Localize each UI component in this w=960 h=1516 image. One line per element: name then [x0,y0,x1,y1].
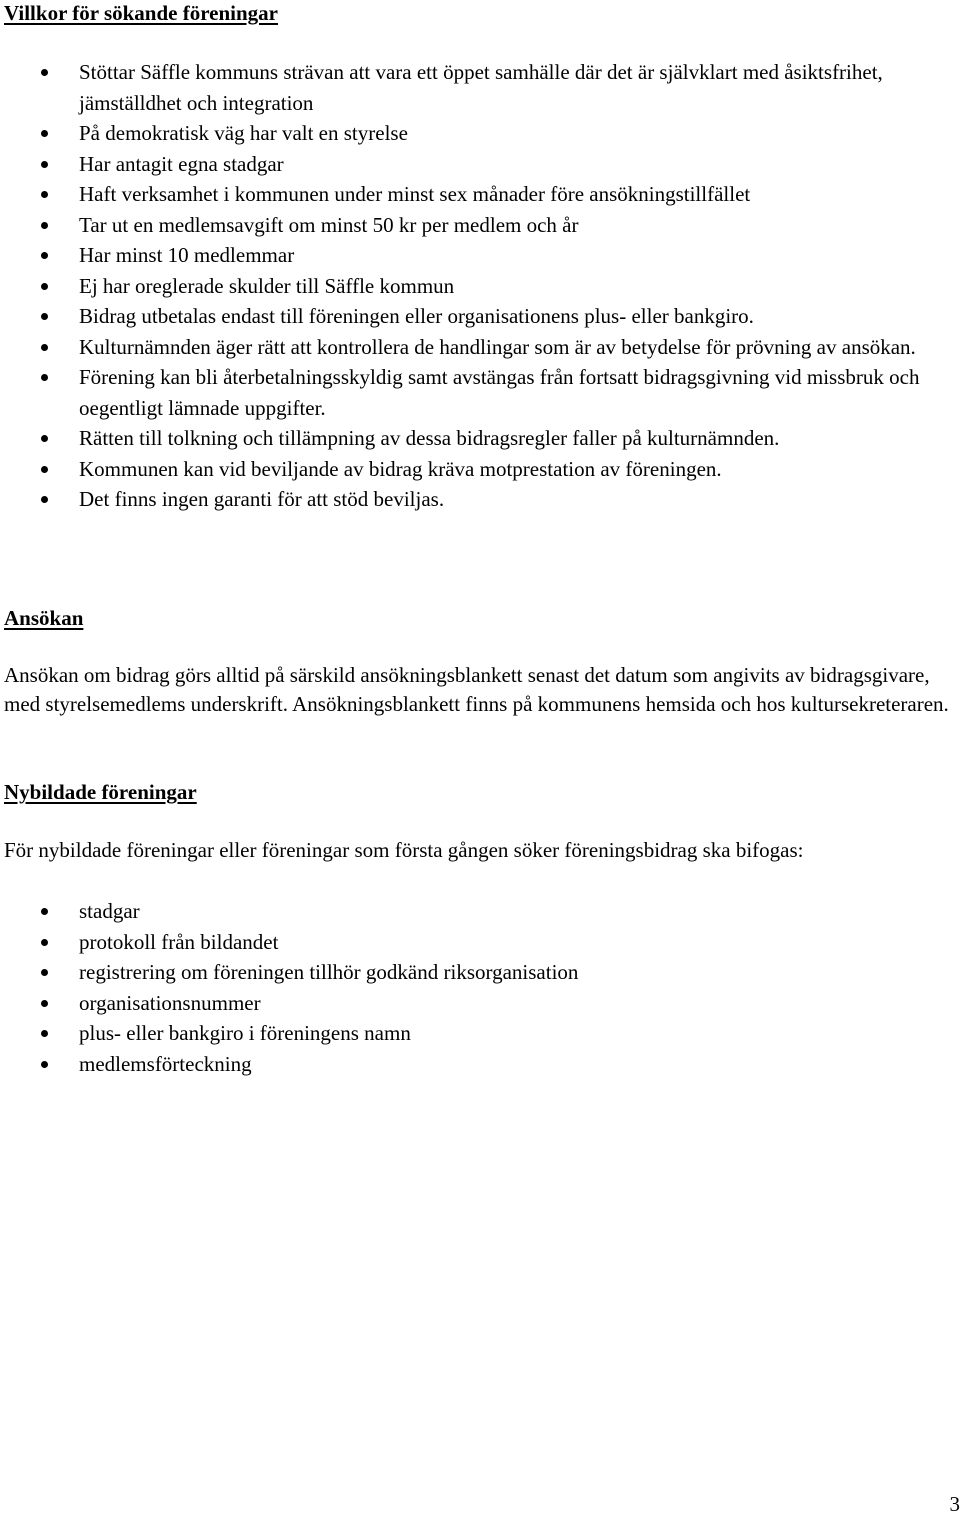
list-item-text: Ej har oreglerade skulder till Säffle kommun [79,274,454,298]
bullet-icon [41,374,48,381]
page-number: 3 [950,1492,960,1516]
bullet-icon [41,435,48,442]
bullet-icon [41,69,48,76]
bullet-icon [41,130,48,137]
list-item-text: organisationsnummer [79,991,261,1015]
list-item-text: Har minst 10 medlemmar [79,243,294,267]
list-item-text: plus- eller bankgiro i föreningens namn [79,1021,411,1045]
list-item [0,149,960,180]
list-item-text: Stöttar Säffle kommuns strävan att vara ett öppet samhälle där det är självklart med åsiktsfrihet, jämställdhet och integration [79,60,883,115]
section-heading-villkor: Villkor för sökande föreningar [4,0,278,28]
list-item [0,423,960,454]
list-item [0,957,960,988]
list-item [0,1018,960,1049]
list-item-text: registrering om föreningen tillhör godkänd riksorganisation [79,960,578,984]
section-heading-nybildade: Nybildade föreningar [4,777,197,807]
bullet-icon [41,1000,48,1007]
list-item [0,179,960,210]
list-item-text: Kulturnämnden äger rätt att kontrollera de handlingar som är av betydelse för prövning av ansökan. [79,335,916,359]
list-item [0,484,960,515]
bullet-icon [41,969,48,976]
bullet-icon [41,1061,48,1068]
bullet-icon [41,161,48,168]
bullet-icon [41,908,48,915]
bullet-icon [41,283,48,290]
list-item [0,454,960,485]
list-item [0,57,960,118]
list-item-text: Har antagit egna stadgar [79,152,284,176]
list-item-text: Haft verksamhet i kommunen under minst sex månader före ansökningstillfället [79,182,750,206]
list-item-text: Bidrag utbetalas endast till föreningen eller organisationens plus- eller bankgiro. [79,304,754,328]
bullet-icon [41,466,48,473]
list-item-text: På demokratisk väg har valt en styrelse [79,121,408,145]
bullet-icon [41,939,48,946]
list-item [0,1049,960,1080]
bifogas-list [0,896,960,1079]
bullet-icon [41,496,48,503]
list-item [0,271,960,302]
list-item-text: Rätten till tolkning och tillämpning av dessa bidragsregler faller på kulturnämnden. [79,426,779,450]
list-item [0,927,960,958]
list-item-text: Kommunen kan vid beviljande av bidrag kräva motprestation av föreningen. [79,457,722,481]
bullet-icon [41,222,48,229]
list-item [0,210,960,241]
bullet-icon [41,252,48,259]
bullet-icon [41,191,48,198]
list-item [0,896,960,927]
list-item-text: Tar ut en medlemsavgift om minst 50 kr per medlem och år [79,213,578,237]
bullet-icon [41,1030,48,1037]
bullet-icon [41,344,48,351]
section-heading-ansokan: Ansökan [4,603,83,633]
list-item-text: medlemsförteckning [79,1052,252,1076]
bullet-icon [41,313,48,320]
list-item [0,362,960,423]
list-item [0,332,960,363]
nybildade-paragraph: För nybildade föreningar eller föreningar som första gången söker föreningsbidrag ska bifogas: [4,836,956,865]
list-item [0,118,960,149]
list-item-text: Det finns ingen garanti för att stöd beviljas. [79,487,444,511]
list-item-text: protokoll från bildandet [79,930,278,954]
list-item [0,240,960,271]
list-item [0,301,960,332]
list-item-text: stadgar [79,899,140,923]
list-item-text: Förening kan bli återbetalningsskyldig samt avstängas från fortsatt bidragsgivning vid missbruk och oegentligt lämnade uppgifter. [79,365,919,420]
list-item [0,988,960,1019]
ansokan-paragraph: Ansökan om bidrag görs alltid på särskild ansökningsblankett senast det datum som angivits av bidragsgivare, med styrelsemedlems underskrift. Ansökningsblankett finns på kommunens hemsida och hos kultursekreteraren. [4,661,956,719]
villkor-list [0,57,960,515]
